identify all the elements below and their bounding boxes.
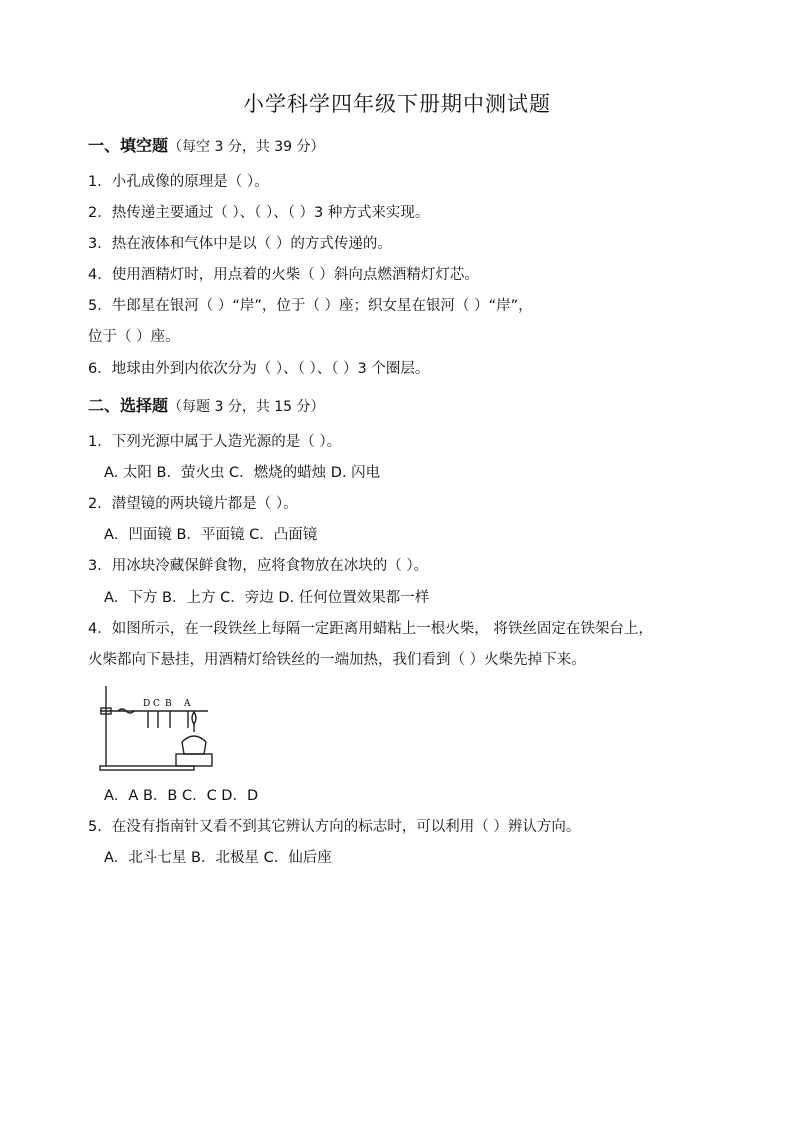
alcohol-lamp [182, 736, 206, 754]
section-2-heading [88, 396, 325, 417]
fill-q5-line2: 位于（ ）座。 [88, 329, 180, 345]
choice-q2-options: A．凹面镜 B．平面镜 C．凸面镜 [104, 527, 318, 543]
fill-q3: 3．热在液体和气体中是以（ ）的方式传递的。 [88, 236, 392, 252]
choice-q1: 1．下列光源中属于人造光源的是（ ）。 [88, 434, 342, 450]
label-c: C [153, 699, 160, 709]
section-2-title: 二、选择题 [88, 396, 169, 415]
section-1-heading [88, 136, 325, 157]
choice-q1-options: A. 太阳 B．萤火虫 C．燃烧的蜡烛 D. 闪电 [104, 465, 381, 481]
choice-q4-options: A．A B．B C．C D．D [104, 788, 259, 804]
label-d: D [143, 699, 151, 709]
section-1-title: 一、填空题 [88, 136, 169, 155]
choice-q3: 3．用冰块冷藏保鲜食物，应将食物放在冰块的（ ）。 [88, 558, 429, 574]
choice-q2: 2．潜望镜的两块镜片都是（ ）。 [88, 496, 298, 512]
section-1-note: （每空 3 分，共 39 分） [168, 139, 325, 155]
choice-q3-options: A．下方 B．上方 C．旁边 D. 任何位置效果都一样 [104, 590, 430, 606]
choice-q4-line2: 火柴都向下悬挂，用酒精灯给铁丝的一端加热，我们看到（ ）火柴先掉下来。 [88, 652, 586, 668]
iron-stand-figure [96, 680, 228, 774]
fill-q5-line1: 5．牛郎星在银河（ ）“岸”，位于（ ）座；织女星在银河（ ）“岸”， [88, 298, 533, 314]
choice-q5-options: A．北斗七星 B．北极星 C．仙后座 [104, 850, 332, 866]
fill-q4: 4．使用酒精灯时，用点着的火柴（ ）斜向点燃酒精灯灯芯。 [88, 267, 479, 283]
fill-q1: 1．小孔成像的原理是（ ）。 [88, 174, 269, 190]
fill-q2: 2．热传递主要通过（ ）、（ ）、（ ）3 种方式来实现。 [88, 205, 430, 221]
fill-q6: 6．地球由外到内依次分为（ ）、（ ）、（ ）3 个圈层。 [88, 361, 430, 377]
lamp-block [176, 754, 212, 766]
label-a: A [184, 699, 191, 709]
choice-q5: 5．在没有指南针又看不到其它辨认方向的标志时，可以利用（ ）辨认方向。 [88, 819, 581, 835]
section-2-note: （每题 3 分，共 15 分） [168, 399, 325, 415]
choice-q4-line1: 4．如图所示，在一段铁丝上每隔一定距离用蜡粘上一根火柴， 将铁丝固定在铁架台上， [88, 621, 653, 637]
lamp-flame [192, 712, 196, 724]
page-title: 小学科学四年级下册期中测试题 [243, 92, 551, 116]
label-b: B [165, 699, 172, 709]
